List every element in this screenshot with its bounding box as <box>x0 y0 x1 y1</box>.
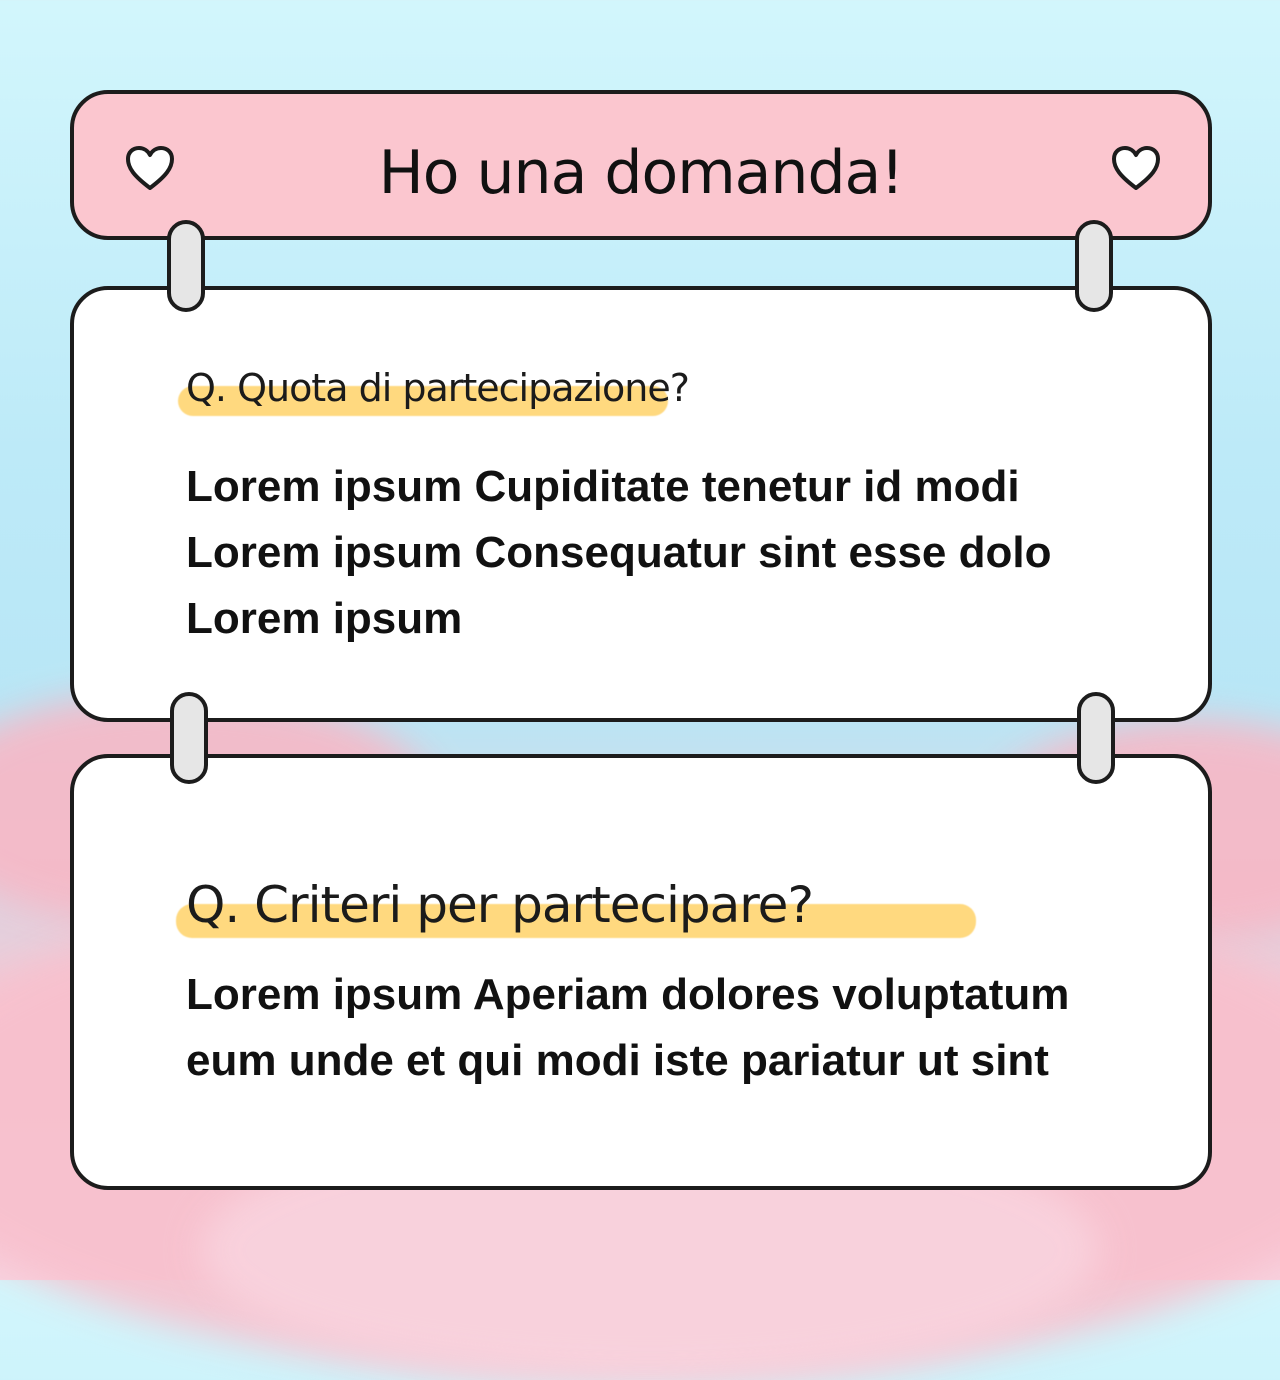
answer-line: Lorem ipsum Aperiam dolores voluptatum <box>186 970 1070 1019</box>
question-text: Q. Criteri per partecipare? <box>186 876 813 934</box>
binder-ring <box>1077 692 1115 784</box>
answer-text <box>186 962 1069 1094</box>
answer-line: eum unde et qui modi iste pariatur ut sint <box>186 1036 1049 1085</box>
question-row <box>186 876 813 934</box>
page-title: Ho una domanda! <box>378 138 904 208</box>
answer-line: Lorem ipsum <box>186 594 463 643</box>
binder-ring <box>167 220 205 312</box>
heart-icon <box>1110 144 1162 192</box>
binder-ring <box>170 692 208 784</box>
answer-text <box>186 454 1051 652</box>
answer-line: Lorem ipsum Consequatur sint esse dolo <box>186 528 1052 577</box>
faq-card <box>70 754 1212 1190</box>
question-row <box>186 366 689 410</box>
binder-ring <box>1075 220 1113 312</box>
answer-line: Lorem ipsum Cupiditate tenetur id modi <box>186 462 1020 511</box>
question-text: Q. Quota di partecipazione? <box>186 366 689 410</box>
faq-card <box>70 286 1212 722</box>
header-banner <box>70 90 1212 240</box>
